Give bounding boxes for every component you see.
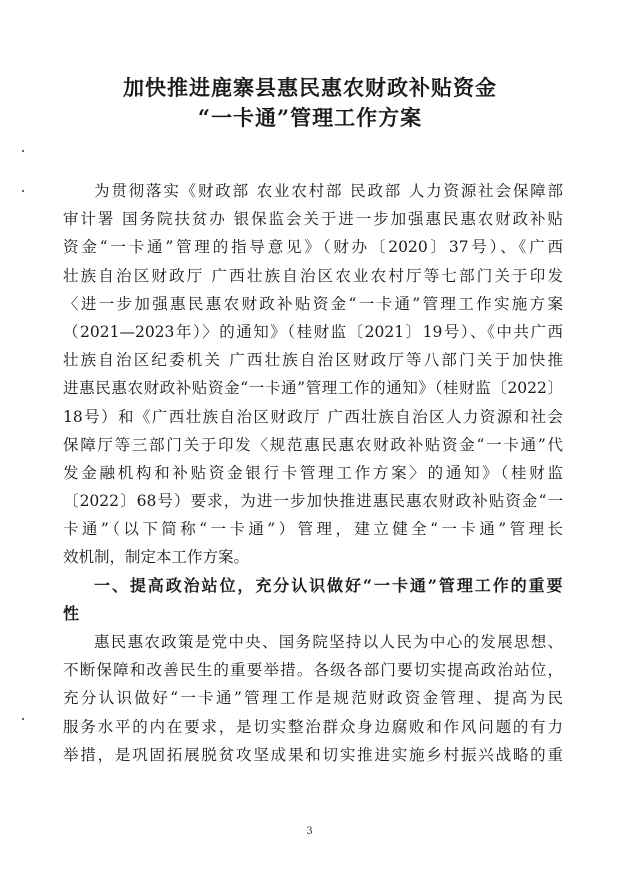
paragraph-line: 为贯彻落实《财政部 农业农村部 民政部 人力资源社会保障部 xyxy=(94,182,563,200)
paragraph-line: 保障厅等三部门关于印发〈规范惠民惠农财政补贴资金“一卡通”代 xyxy=(63,435,563,454)
paragraph-line: 卡通”（以下简称“一卡通”）管理，建立健全“一卡通”管理长 xyxy=(63,520,563,539)
paragraph-line: 壮族自治区纪委机关 广西壮族自治区财政厅等八部门关于加快推 xyxy=(63,351,563,370)
paragraph-line: 不断保障和改善民生的重要举措。各级各部门要切实提高政治站位， xyxy=(63,661,563,680)
document-title-line-1: 加快推进鹿寨县惠民惠农财政补贴资金 xyxy=(123,75,497,100)
paragraph-line: 举措，是巩固拓展脱贫攻坚成果和切实推进实施乡村振兴战略的重 xyxy=(63,745,563,764)
document-title-line-2: “一卡通”管理工作方案 xyxy=(197,105,423,130)
paragraph-line: 18号）和《广西壮族自治区财政厅 广西壮族自治区人力资源和社会 xyxy=(63,407,563,426)
paragraph-line: 〔2022〕68号）要求，为进一步加快推进惠民惠农财政补贴资金“一 xyxy=(63,492,563,511)
section-heading-continued: 性 xyxy=(63,603,80,623)
paragraph-line: 充分认识做好“一卡通”管理工作是规范财政资金管理、提高为民 xyxy=(63,689,563,708)
paragraph-line: 服务水平的内在要求，是切实整治群众身边腐败和作风问题的有力 xyxy=(63,717,563,736)
paragraph-line: 发金融机构和补贴资金银行卡管理工作方案〉的通知》（桂财监 xyxy=(63,463,563,482)
scan-mark xyxy=(22,718,24,720)
paragraph-line: 资金“一卡通”管理的指导意见》（财办〔2020〕37号）、《广西 xyxy=(63,238,563,257)
page-number: 3 xyxy=(306,826,313,837)
paragraph-line: 壮族自治区财政厅 广西壮族自治区农业农村厅等七部门关于印发 xyxy=(63,266,563,285)
paragraph-line: 〈进一步加强惠民惠农财政补贴资金“一卡通”管理工作实施方案 xyxy=(63,294,563,313)
paragraph-line: 效机制，制定本工作方案。 xyxy=(63,548,250,567)
document-body xyxy=(63,177,563,769)
paragraph-line: （2021—2023年）〉的通知》（桂财监〔2021〕19号）、《中共广西 xyxy=(63,322,563,341)
scan-mark xyxy=(22,190,24,192)
paragraph-line: 审计署 国务院扶贫办 银保监会关于进一步加强惠民惠农财政补贴 xyxy=(63,210,563,229)
section-heading: 一、提高政治站位，充分认识做好“一卡通”管理工作的重要 xyxy=(94,575,563,595)
paragraph-line: 惠民惠农政策是党中央、国务院坚持以人民为中心的发展思想、 xyxy=(94,633,563,651)
scan-mark xyxy=(22,150,24,152)
paragraph-line: 进惠民惠农财政补贴资金“一卡通”管理工作的通知》（桂财监〔2022〕 xyxy=(63,379,563,398)
